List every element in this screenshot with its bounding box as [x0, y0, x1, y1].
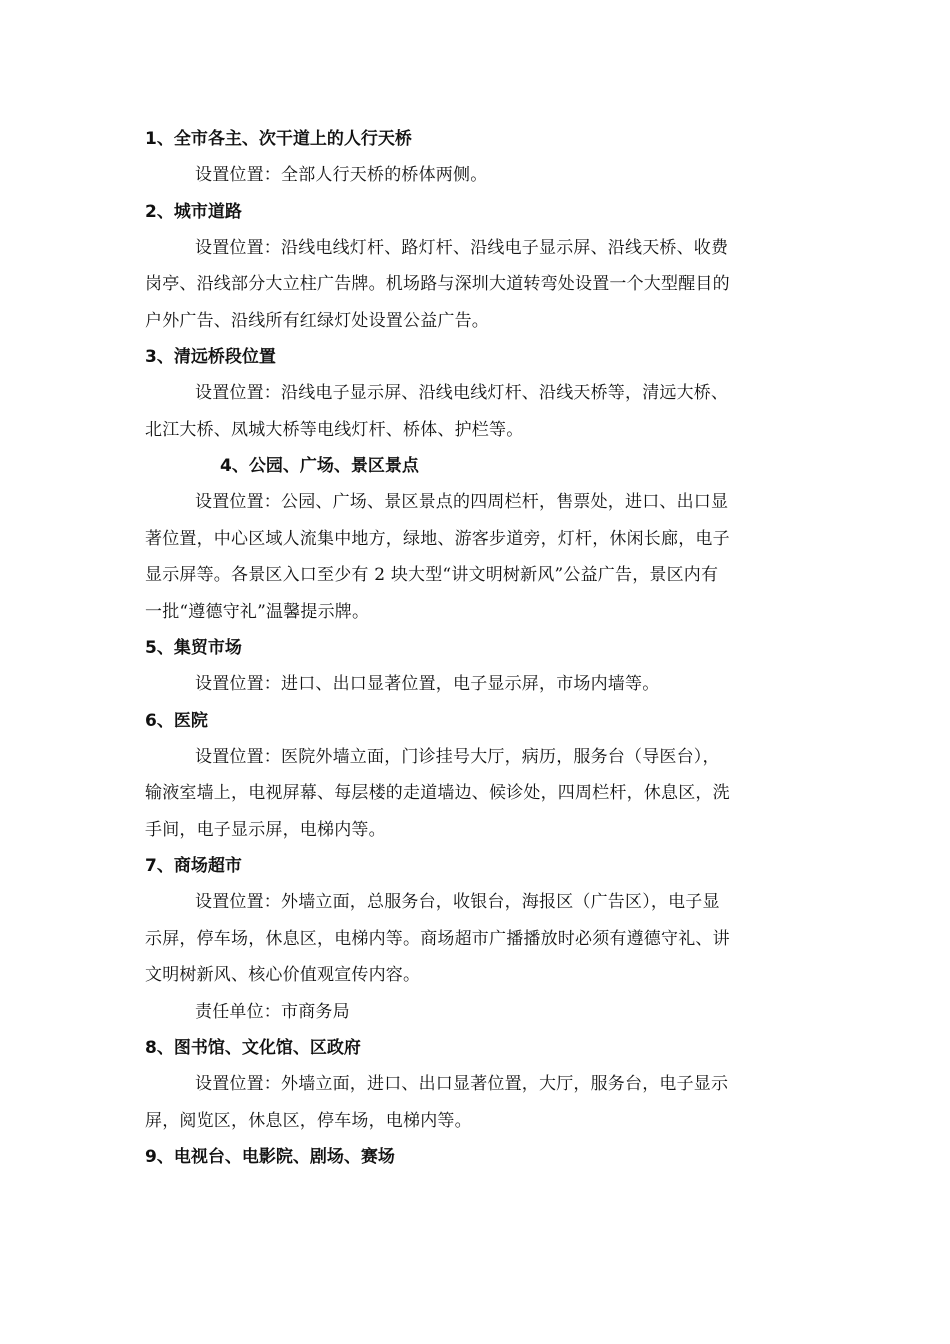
- paragraph-line: 屏，阅览区，休息区，停车场，电梯内等。: [145, 1110, 472, 1131]
- document-body: [145, 121, 807, 1175]
- section-paragraph-2: [145, 230, 807, 340]
- paragraph-line: 一批“遵德守礼”温馨提示牌。: [145, 601, 370, 622]
- section-heading-5: 5、集贸市场: [145, 638, 242, 658]
- paragraph-line: 著位置，中心区域人流集中地方，绿地、游客步道旁，灯杆，休闲长廊，电子: [145, 528, 730, 549]
- paragraph-line: 设置位置：沿线电子显示屏、沿线电线灯杆、沿线天桥等，清远大桥、: [195, 383, 729, 403]
- paragraph-line: 岗亭、沿线部分大立柱广告牌。机场路与深圳大道转弯处设置一个大型醒目的: [145, 274, 730, 294]
- paragraph-line: 设置位置：医院外墙立面，门诊挂号大厅，病历，服务台（导医台），: [195, 746, 720, 767]
- section-heading-3: 3、清远桥段位置: [145, 347, 276, 367]
- paragraph-line: 设置位置：全部人行天桥的桥体两侧。: [195, 165, 488, 185]
- section-heading-8: 8、图书馆、文化馆、区政府: [145, 1038, 361, 1058]
- paragraph-line: 输液室墙上，电视屏幕、每层楼的走道墙边、候诊处，四周栏杆，休息区，洗: [145, 783, 730, 803]
- paragraph-line: 北江大桥、凤城大桥等电线灯杆、桥体、护栏等。: [145, 419, 524, 440]
- section-heading-6: 6、医院: [145, 710, 208, 731]
- paragraph-line: 设置位置：公园、广场、景区景点的四周栏杆，售票处，进口、出口显: [195, 492, 729, 512]
- paragraph-line: 示屏，停车场，休息区，电梯内等。商场超市广播播放时必须有遵德守礼、讲: [145, 928, 730, 949]
- section-heading-2: 2、城市道路: [145, 201, 242, 222]
- section-heading-9: 9、电视台、电影院、剧场、赛场: [145, 1147, 395, 1167]
- paragraph-line: 责任单位：市商务局: [195, 1001, 350, 1022]
- paragraph-line: 手间，电子显示屏，电梯内等。: [145, 819, 386, 840]
- section-heading-1: 1、全市各主、次干道上的人行天桥: [145, 129, 412, 149]
- section-paragraph-7: [145, 884, 807, 994]
- section-heading-4: 4、公园、广场、景区景点: [220, 456, 419, 476]
- section-paragraph-5: [145, 666, 807, 703]
- paragraph-line: 户外广告、沿线所有红绿灯处设置公益广告。: [145, 310, 489, 331]
- section-paragraph-4: [145, 484, 807, 630]
- responsible-unit-note: [145, 994, 807, 1031]
- paragraph-line: 设置位置：外墙立面，总服务台，收银台，海报区（广告区），电子显: [195, 892, 720, 912]
- section-paragraph-8: [145, 1066, 807, 1139]
- paragraph-line: 设置位置：沿线电线灯杆、路灯杆、沿线电子显示屏、沿线天桥、收费: [195, 237, 729, 258]
- paragraph-line: 显示屏等。各景区入口至少有 2 块大型“讲文明树新风”公益广告，景区内有: [145, 565, 719, 585]
- paragraph-line: 文明树新风、核心价值观宣传内容。: [145, 965, 421, 985]
- section-paragraph-6: [145, 739, 807, 849]
- section-heading-7: 7、商场超市: [145, 856, 242, 876]
- paragraph-line: 设置位置：外墙立面，进口、出口显著位置，大厅，服务台，电子显示: [195, 1074, 729, 1094]
- section-paragraph-1: [145, 157, 807, 194]
- paragraph-line: 设置位置：进口、出口显著位置，电子显示屏，市场内墙等。: [195, 674, 660, 694]
- section-paragraph-3: [145, 375, 807, 448]
